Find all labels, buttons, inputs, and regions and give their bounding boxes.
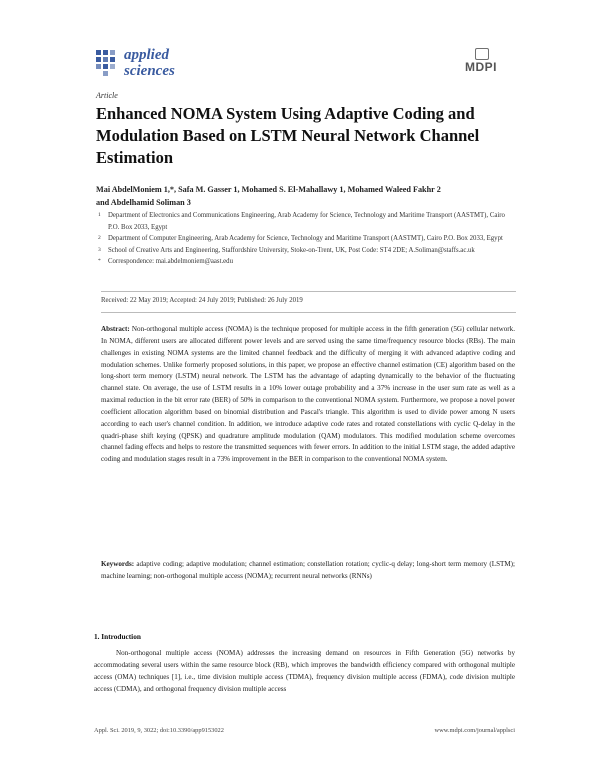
abstract <box>101 324 515 466</box>
footer-citation: Appl. Sci. 2019, 9, 3022; doi:10.3390/app9153022 <box>94 727 224 734</box>
affiliation-item <box>96 210 516 233</box>
correspondence <box>96 256 516 268</box>
publication-dates: Received: 22 May 2019; Accepted: 24 July 2019; Published: 26 July 2019 <box>101 297 303 304</box>
affiliations <box>96 210 516 268</box>
footer-url[interactable]: www.mdpi.com/journal/applsci <box>434 727 515 734</box>
affiliation-number: 3 <box>98 246 101 253</box>
affiliation-text: School of Creative Arts and Engineering, Staffordshire University, Stoke-on-Trent, UK, Post Code: ST4 2DE; A.Soliman@staffs.ac.uk <box>108 246 475 254</box>
affiliation-text: Department of Computer Engineering, Arab Academy for Science, Technology and Maritime Transport (AASTMT), Cairo P.O. Box 2033, Egypt <box>108 235 503 243</box>
affiliation-item <box>96 245 516 257</box>
keywords-label: Keywords: <box>101 560 135 568</box>
publisher-logo <box>461 48 505 82</box>
affiliation-text: Department of Electronics and Communications Engineering, Arab Academy for Science, Technology and Maritime Transport (AASTMT), Cairo P.O. Box 2033, Egypt <box>108 212 505 231</box>
authors-line-2: and Abdelhamid Soliman 3 <box>96 198 191 207</box>
author-list <box>96 183 516 209</box>
affiliation-number: * <box>98 258 101 265</box>
journal-name-line1: applied <box>124 47 169 63</box>
publisher-logo-icon <box>475 48 489 60</box>
abstract-text: Non-orthogonal multiple access (NOMA) is the technique proposed for multiple access in the fifth generation (5G) cellular network. In NOMA, different users are allocated different power levels and are served using the same time/frequency resource blocks (RBs). The main challenges in existing NOMA systems are the limited channel feedback and the difficulty of merging it with advanced adaptive coding and modulation schemes. Unlike formerly proposed solutions, in this paper, we propose an effective channel estimation (CE) algorithm based on the long-short term memory (LSTM) neural network. The LSTM has the advantage of adapting dynamically to the behavior of the fluctuating channel state. On average, the use of LSTM results in a 10% lower outage probability and a 37% increase in the user sum rate as well as a maximal reduction in the bit error rate (BER) of 50% in comparison to the conventional NOMA system. Furthermore, we propose a novel power coefficient allocation algorithm based on binomial distribution and Pascal's triangle. This algorithm is used to divide power among N users according to each user's channel condition. In addition, we introduce adaptive code rates and rotated constellations with cyclic Q-delay in the quadri-phase shift keying (QPSK) and quadrature amplitude modulation (QAM) modulators. This modified modulation scheme overcomes channel fading effects and helps to restore the transmitted sequences with fewer errors. In addition to the initial LSTM stage, the added adaptive coding and modulation stages result in a 73% improvement in the BER in comparison to the conventional NOMA system. <box>101 325 515 464</box>
correspondence-text: Correspondence: mai.abdelmoniem@aast.edu <box>108 258 233 266</box>
divider <box>101 291 516 292</box>
journal-logo-icon <box>96 50 118 76</box>
article-type: Article <box>96 91 118 100</box>
keywords <box>101 559 515 583</box>
article-title: Enhanced NOMA System Using Adaptive Coding and Modulation Based on LSTM Neural Network Channel Estimation <box>96 104 480 167</box>
authors-line-1: Mai AbdelMoniem 1,*, Safa M. Gasser 1, Mohamed S. El-Mahallawy 1, Mohamed Waleed Fakhr 2 <box>96 185 441 194</box>
section-body: Non-orthogonal multiple access (NOMA) addresses the increasing demand on resources in Fifth Generation (5G) networks by accommodating several users within the same resource block (RB), which improves the bandwidth efficiency compared with orthogonal multiple access (OMA) techniques [1], i.e., time division multiple access (TDMA), frequency division multiple access (FDMA), code division multiple access (CDMA), and orthogonal frequency division multiple access <box>94 649 515 693</box>
affiliation-number: 1 <box>98 212 101 218</box>
affiliation-item <box>96 233 516 245</box>
section-heading: 1. Introduction <box>94 632 141 641</box>
affiliation-number: 2 <box>98 235 101 242</box>
journal-name <box>124 47 175 79</box>
keywords-text: adaptive coding; adaptive modulation; channel estimation; constellation rotation; cyclic-q delay; long-short term memory (LSTM); machine learning; non-orthogonal multiple access (NOMA); recurrent neural networks (RNNs) <box>101 560 515 580</box>
divider <box>101 312 516 313</box>
abstract-label: Abstract: <box>101 325 130 333</box>
publisher-name: MDPI <box>465 60 497 74</box>
journal-name-line2: sciences <box>124 63 175 79</box>
journal-logo <box>96 48 206 84</box>
